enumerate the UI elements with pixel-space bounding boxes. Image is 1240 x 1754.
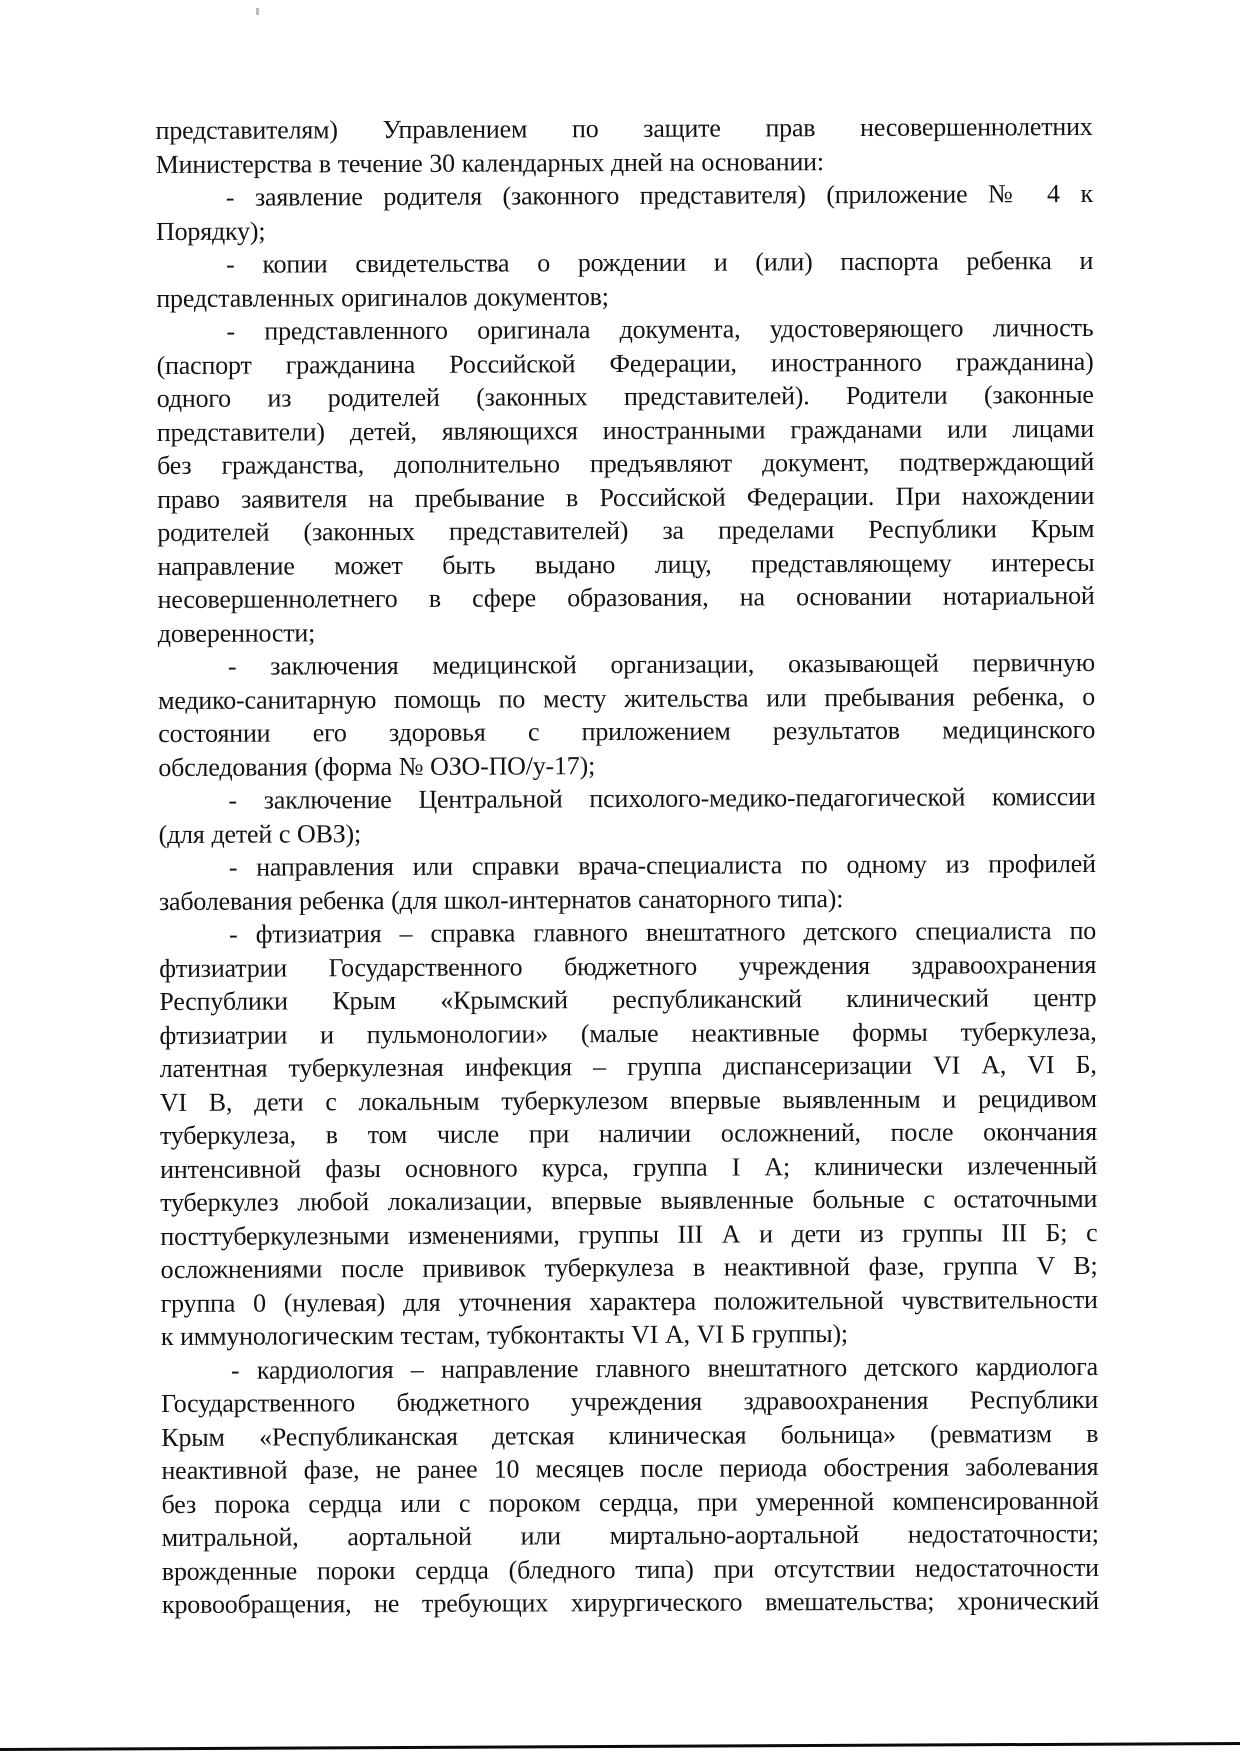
text-line: Крым «Республиканская детская клиническая больница» (ревматизм в bbox=[161, 1418, 1099, 1452]
text-line: Порядку); bbox=[155, 216, 266, 246]
paragraph bbox=[159, 847, 1096, 918]
paragraph bbox=[161, 1349, 1099, 1621]
paragraph bbox=[156, 311, 1094, 650]
text-line: - копии свидетельства о рождении и (или) паспорта ребенка и bbox=[226, 245, 1094, 279]
text-line: (паспорт гражданина Российской Федерации, иностранного гражданина) bbox=[156, 346, 1094, 380]
text-line: представителям) Управлением по защите прав несовершеннолетних bbox=[155, 111, 1093, 146]
text-line: заболевания ребенка (для школ-интернатов санаторного типа): bbox=[158, 883, 844, 916]
text-line: одного из родителей (законных представителей). Родители (законные bbox=[156, 379, 1094, 414]
text-line: фтизиатрии Государственного бюджетного учреждения здравоохранения bbox=[159, 949, 1097, 983]
text-line: представители) детей, являющихся иностранными гражданами или лицами bbox=[156, 413, 1094, 447]
text-line: (для детей с ОВЗ); bbox=[158, 818, 362, 849]
text-line: интенсивной фазы основного курса, группа I А; клинически излеченный bbox=[160, 1150, 1098, 1184]
text-line: - представленного оригинала документа, удостоверяющего личность bbox=[226, 312, 1094, 346]
paragraph bbox=[156, 177, 1093, 248]
text-line: кровообращения, не требующих хирургического вмешательства; хронический bbox=[161, 1585, 1100, 1620]
paragraph bbox=[156, 244, 1093, 315]
text-line: неактивной фазе, не ранее 10 месяцев после периода обострения заболевания bbox=[161, 1451, 1099, 1486]
text-line: несовершеннолетнего в сфере образования, на основании нотариальной bbox=[157, 580, 1095, 615]
scan-edge-line-artifact bbox=[0, 1742, 1240, 1751]
text-line: направление может быть выдано лицу, представляющему интересы bbox=[157, 547, 1095, 581]
text-line: - заключения медицинской организации, оказывающей первичную bbox=[227, 647, 1095, 681]
text-line: - фтизиатрия – справка главного внештатного детского специалиста по bbox=[229, 915, 1097, 949]
text-line: врожденные пороки сердца (бледного типа) при отсутствии недостаточности bbox=[161, 1552, 1099, 1586]
text-line: латентная туберкулезная инфекция – группа диспансеризации VI А, VI Б, bbox=[159, 1049, 1097, 1084]
text-line: VI В, дети с локальным туберкулезом впервые выявленным и рецидивом bbox=[159, 1083, 1097, 1117]
text-line: родителей (законных представителей) за пределами Республики Крым bbox=[157, 513, 1095, 548]
text-line: туберкулеза, в том числе при наличии осложнений, после окончания bbox=[159, 1116, 1098, 1151]
text-line: Государственного бюджетного учреждения здравоохранения Республики bbox=[161, 1384, 1099, 1419]
text-line: группа 0 (нулевая) для уточнения характера положительной чувствительности bbox=[160, 1284, 1098, 1318]
text-line: - кардиология – направление главного внештатного детского кардиолога bbox=[230, 1351, 1099, 1385]
text-line: доверенности; bbox=[157, 617, 316, 648]
text-line: к иммунологическим тестам, тубконтакты VI А, VI Б группы); bbox=[160, 1319, 848, 1352]
text-line: Республики Крым «Крымский республиканский клинический центр bbox=[159, 982, 1097, 1017]
text-line: право заявителя на пребывание в Российской Федерации. При нахождении bbox=[157, 480, 1095, 514]
paragraph bbox=[158, 780, 1095, 851]
text-line: - заявление родителя (законного представителя) (приложение № 4 к bbox=[225, 178, 1093, 212]
text-line: фтизиатрии и пульмонологии» (малые неактивные формы туберкулеза, bbox=[159, 1016, 1097, 1050]
text-line: туберкулез любой локализации, впервые выявленные больные с остаточными bbox=[160, 1183, 1098, 1218]
text-line: состоянии его здоровья с приложением результатов медицинского bbox=[158, 714, 1096, 749]
text-line: - направления или справки врача-специалиста по одному из профилей bbox=[228, 848, 1096, 882]
text-line: без порока сердца или с пороком сердца, при умеренной компенсированной bbox=[161, 1485, 1099, 1519]
text-line: обследования (форма № ОЗО-ПО/у-17); bbox=[158, 750, 596, 782]
text-line: посттуберкулезными изменениями, группы III А и дети из группы III Б; с bbox=[160, 1217, 1098, 1251]
paragraph bbox=[158, 646, 1096, 784]
text-line: без гражданства, дополнительно предъявляют документ, подтверждающий bbox=[156, 446, 1095, 481]
paragraph bbox=[155, 110, 1092, 181]
text-line: - заключение Центральной психолого-медико-педагогической комиссии bbox=[228, 781, 1096, 815]
text-line: медико-санитарную помощь по месту жительства или пребывания ребенка, о bbox=[157, 681, 1096, 715]
text-line: митральной, аортальной или миртально-аортальной недостаточности; bbox=[161, 1518, 1099, 1553]
text-line: осложнениями после прививок туберкулеза в неактивной фазе, группа V В; bbox=[160, 1250, 1098, 1285]
text-line: представленных оригиналов документов; bbox=[156, 281, 609, 313]
paragraph bbox=[159, 914, 1098, 1354]
text-line: Министерства в течение 30 календарных дней на основании: bbox=[155, 146, 824, 179]
